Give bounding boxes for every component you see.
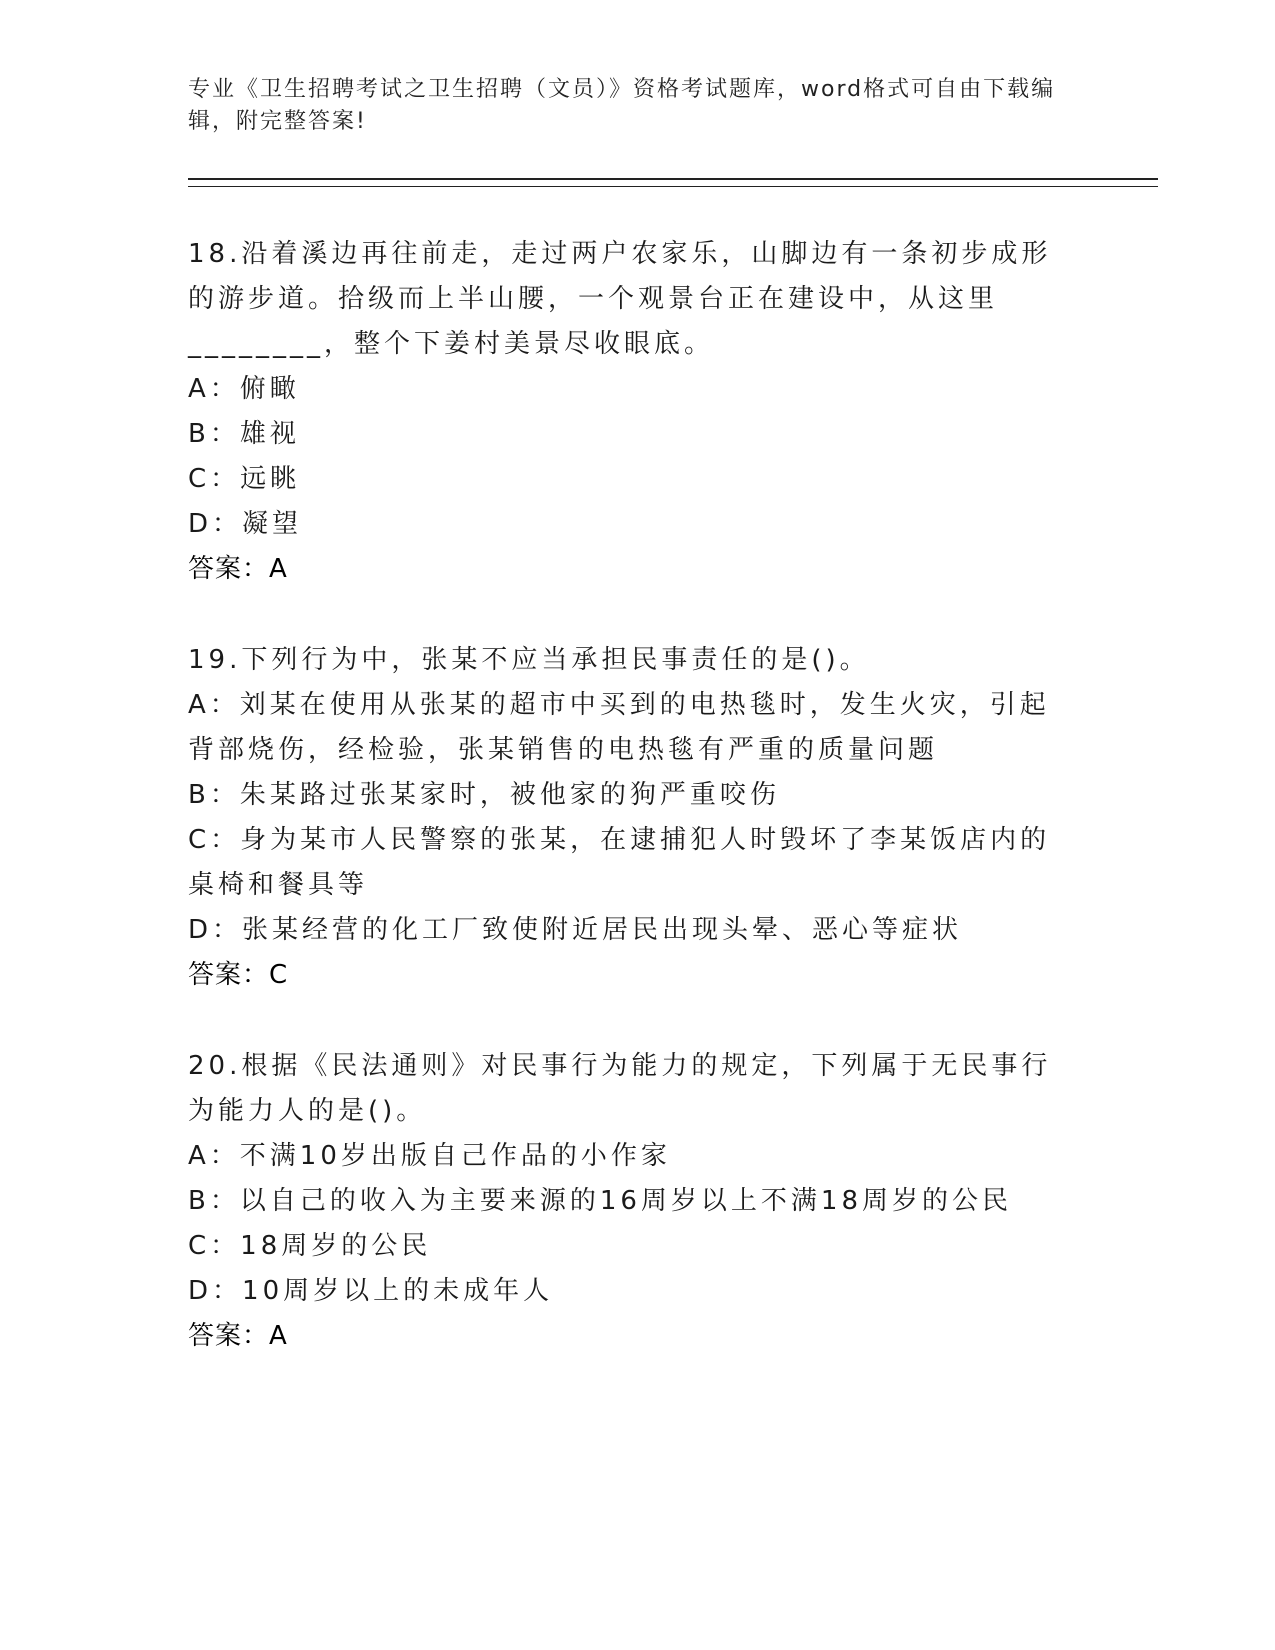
option-b: B：雄视 — [188, 419, 300, 449]
option-d: D：10周岁以上的未成年人 — [188, 1276, 554, 1306]
question-stem: 20.根据《民法通则》对民事行为能力的规定，下列属于无民事行为能力人的是()。 — [188, 1051, 1052, 1126]
option-c: C：身为某市人民警察的张某，在逮捕犯人时毁坏了李某饭店内的桌椅和餐具等 — [188, 825, 1051, 900]
answer-line: 答案：A — [188, 1321, 288, 1351]
option-a: A：不满10岁出版自己作品的小作家 — [188, 1141, 671, 1171]
answer-line: 答案：A — [188, 554, 288, 584]
option-a: A：刘某在使用从张某的超市中买到的电热毯时，发生火灾，引起背部烧伤，经检验，张某销售的电热毯有严重的质量问题 — [188, 690, 1050, 765]
answer-line: 答案：C — [188, 960, 289, 990]
question-18 — [188, 232, 1078, 592]
question-20 — [188, 1044, 1078, 1359]
question-stem: 19.下列行为中，张某不应当承担民事责任的是()。 — [188, 645, 870, 675]
option-d: D：凝望 — [188, 509, 303, 539]
option-a: A：俯瞰 — [188, 374, 300, 404]
option-c: C：18周岁的公民 — [188, 1231, 432, 1261]
question-list — [188, 232, 1078, 1405]
option-b: B：朱某路过张某家时，被他家的狗严重咬伤 — [188, 780, 780, 810]
option-d: D：张某经营的化工厂致使附近居民出现头晕、恶心等症状 — [188, 915, 963, 945]
document-header: 专业《卫生招聘考试之卫生招聘（文员）》资格考试题库，word格式可自由下载编辑，附完整答案! — [188, 77, 1056, 134]
option-b: B：以自己的收入为主要来源的16周岁以上不满18周岁的公民 — [188, 1186, 1013, 1216]
header-divider — [188, 178, 1158, 187]
question-stem: 18.沿着溪边再往前走，走过两户农家乐，山脚边有一条初步成形的游步道。拾级而上半山腰，一个观景台正在建设中，从这里________，整个下姜村美景尽收眼底。 — [188, 239, 1052, 359]
question-19 — [188, 638, 1078, 998]
option-c: C：远眺 — [188, 464, 301, 494]
